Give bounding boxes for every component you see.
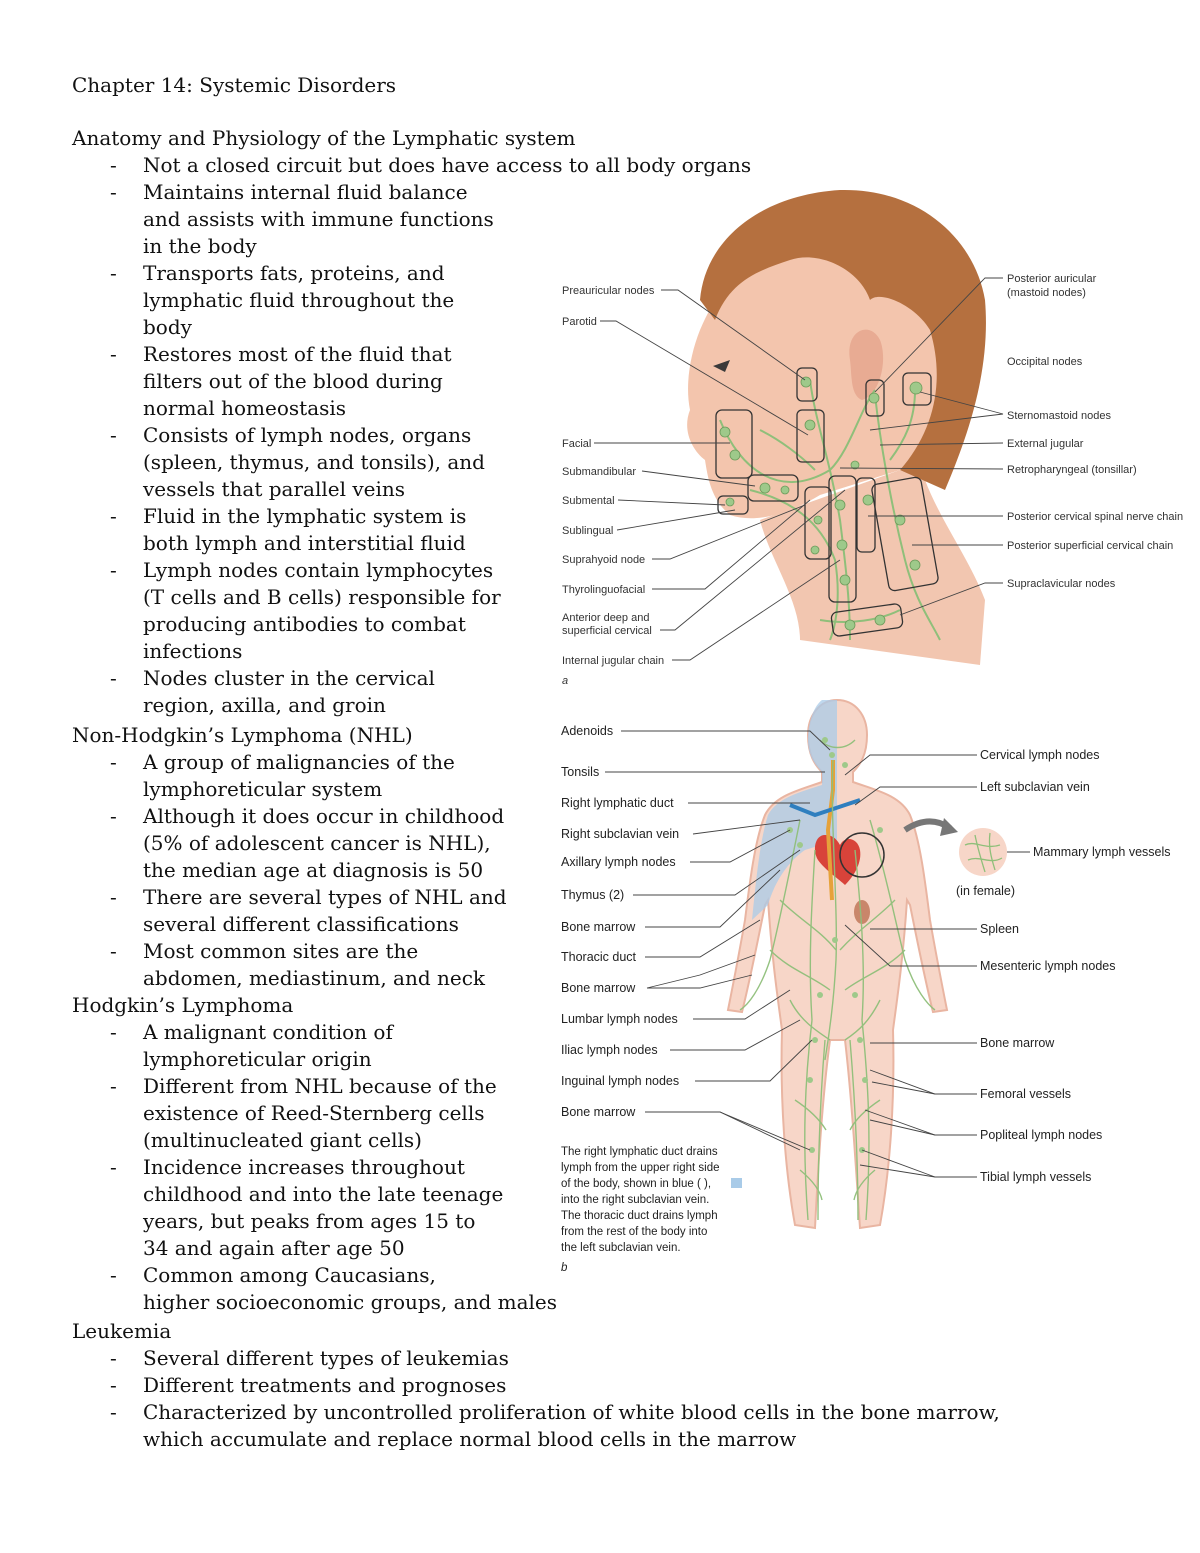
list-item: - Maintains internal fluid balance and assists with immune functions in the body xyxy=(110,180,494,258)
label-mammary-lymph-vessels: Mammary lymph vessels xyxy=(1033,845,1171,859)
caption-line: of the body, shown in blue ( ), xyxy=(561,1178,712,1190)
label-posterior-cervical-spinal-nerve-chain: Posterior cervical spinal nerve chain xyxy=(1007,511,1184,523)
caption-line: lymph from the upper right side xyxy=(561,1162,720,1174)
chapter-title: Chapter 14: Systemic Disorders xyxy=(72,73,397,97)
list-item: - Incidence increases throughout childhood and into the late teenage years, but peaks from ages 15 to 34 and again after age 50 xyxy=(110,1155,504,1260)
panel-letter-a: a xyxy=(562,675,569,687)
label-left-subclavian-vein: Left subclavian vein xyxy=(980,780,1090,794)
list-item: - Different from NHL because of the existence of Reed-Sternberg cells (multinucleated giant cells) xyxy=(110,1074,497,1152)
list-item: - Common among Caucasians, higher socioeconomic groups, and males xyxy=(110,1263,557,1314)
label-axillary-lymph-nodes: Axillary lymph nodes xyxy=(561,855,676,869)
list-item: - There are several types of NHL and several different classifications xyxy=(110,885,507,936)
list-item: - Nodes cluster in the cervical region, axilla, and groin xyxy=(110,666,435,717)
label-tibial-lymph-vessels: Tibial lymph vessels xyxy=(980,1170,1092,1184)
label-mastoid-nodes: (mastoid nodes) xyxy=(1007,287,1086,299)
caption-line: The right lymphatic duct drains xyxy=(561,1146,718,1158)
label-bone-marrow-1: Bone marrow xyxy=(561,920,636,934)
figure-a-right-labels xyxy=(1007,273,1183,590)
panel-letter-b: b xyxy=(561,1262,568,1274)
label-thymus: Thymus (2) xyxy=(561,888,625,902)
label-retropharyngeal: Retropharyngeal (tonsillar) xyxy=(1007,464,1137,476)
label-superficial-cervical: superficial cervical xyxy=(562,625,652,637)
section-heading-leukemia: Leukemia xyxy=(72,1319,172,1343)
label-inguinal-lymph-nodes: Inguinal lymph nodes xyxy=(561,1074,680,1088)
caption-line: into the right subclavian vein. xyxy=(561,1194,710,1206)
label-mesenteric-lymph-nodes: Mesenteric lymph nodes xyxy=(980,959,1116,973)
label-preauricular-nodes: Preauricular nodes xyxy=(562,285,655,297)
label-internal-jugular-chain: Internal jugular chain xyxy=(562,655,665,667)
list-item: - Fluid in the lymphatic system is both lymph and interstitial fluid xyxy=(110,504,467,555)
list-item: - Most common sites are the abdomen, mediastinum, and neck xyxy=(110,939,486,990)
label-bone-marrow-3: Bone marrow xyxy=(561,1105,636,1119)
label-right-subclavian-vein: Right subclavian vein xyxy=(561,827,680,841)
section-heading-anatomy: Anatomy and Physiology of the Lymphatic system xyxy=(72,126,576,150)
figure-a-left-labels xyxy=(562,285,664,687)
label-lumbar-lymph-nodes: Lumbar lymph nodes xyxy=(561,1012,678,1026)
list-item: - Lymph nodes contain lymphocytes (T cells and B cells) responsible for producing antibodies to combat infections xyxy=(110,558,501,663)
section-heading-hodgkins: Hodgkin’s Lymphoma xyxy=(72,993,294,1017)
label-anterior-deep: Anterior deep and xyxy=(562,612,650,624)
label-right-lymphatic-duct: Right lymphatic duct xyxy=(561,796,674,810)
label-external-jugular: External jugular xyxy=(1007,438,1084,450)
label-femoral-vessels: Femoral vessels xyxy=(980,1087,1071,1101)
label-submental: Submental xyxy=(562,495,615,507)
list-item: - Several different types of leukemias xyxy=(110,1346,509,1370)
section-heading-nhl: Non-Hodgkin’s Lymphoma (NHL) xyxy=(72,723,413,747)
label-occipital-nodes: Occipital nodes xyxy=(1007,356,1083,368)
label-tonsils: Tonsils xyxy=(561,765,600,779)
label-thyrolinguofacial: Thyrolinguofacial xyxy=(562,584,646,596)
label-parotid: Parotid xyxy=(562,316,597,328)
label-sternomastoid-nodes: Sternomastoid nodes xyxy=(1007,410,1111,422)
list-item: - Consists of lymph nodes, organs (spleen, thymus, and tonsils), and vessels that parallel veins xyxy=(110,423,485,501)
caption-line: from the rest of the body into xyxy=(561,1226,708,1238)
list-item: - Restores most of the fluid that filters out of the blood during normal homeostasis xyxy=(110,342,452,420)
label-suprahyoid-node: Suprahyoid node xyxy=(562,554,646,566)
caption-line: The thoracic duct drains lymph xyxy=(561,1210,718,1222)
label-bone-marrow-right: Bone marrow xyxy=(980,1036,1055,1050)
label-bone-marrow-2: Bone marrow xyxy=(561,981,636,995)
label-spleen: Spleen xyxy=(980,922,1019,936)
list-item: - Not a closed circuit but does have access to all body organs xyxy=(110,153,752,177)
label-adenoids: Adenoids xyxy=(561,724,614,738)
list-item: - Characterized by uncontrolled proliferation of white blood cells in the bone marrow, which accumulate and replace normal blood cells in the marrow xyxy=(110,1400,1000,1451)
list-item: - A malignant condition of lymphoreticular origin xyxy=(110,1020,393,1071)
caption-line: the left subclavian vein. xyxy=(561,1242,681,1254)
label-popliteal-lymph-nodes: Popliteal lymph nodes xyxy=(980,1128,1103,1142)
label-posterior-auricular: Posterior auricular xyxy=(1007,273,1097,285)
label-thoracic-duct: Thoracic duct xyxy=(561,950,637,964)
list-item: - Although it does occur in childhood (5% of adolescent cancer is NHL), the median age at diagnosis is 50 xyxy=(110,804,505,882)
label-facial: Facial xyxy=(562,438,592,450)
label-iliac-lymph-nodes: Iliac lymph nodes xyxy=(561,1043,658,1057)
label-submandibular: Submandibular xyxy=(562,466,636,478)
label-sublingual: Sublingual xyxy=(562,525,614,537)
list-item: - Transports fats, proteins, and lymphatic fluid throughout the body xyxy=(110,261,455,339)
label-supraclavicular-nodes: Supraclavicular nodes xyxy=(1007,578,1116,590)
label-posterior-superficial-cervical-chain: Posterior superficial cervical chain xyxy=(1007,540,1174,552)
label-in-female: (in female) xyxy=(956,884,1016,898)
list-item: - Different treatments and prognoses xyxy=(110,1373,507,1397)
list-item: - A group of malignancies of the lymphoreticular system xyxy=(110,750,455,801)
label-cervical-lymph-nodes: Cervical lymph nodes xyxy=(980,748,1100,762)
